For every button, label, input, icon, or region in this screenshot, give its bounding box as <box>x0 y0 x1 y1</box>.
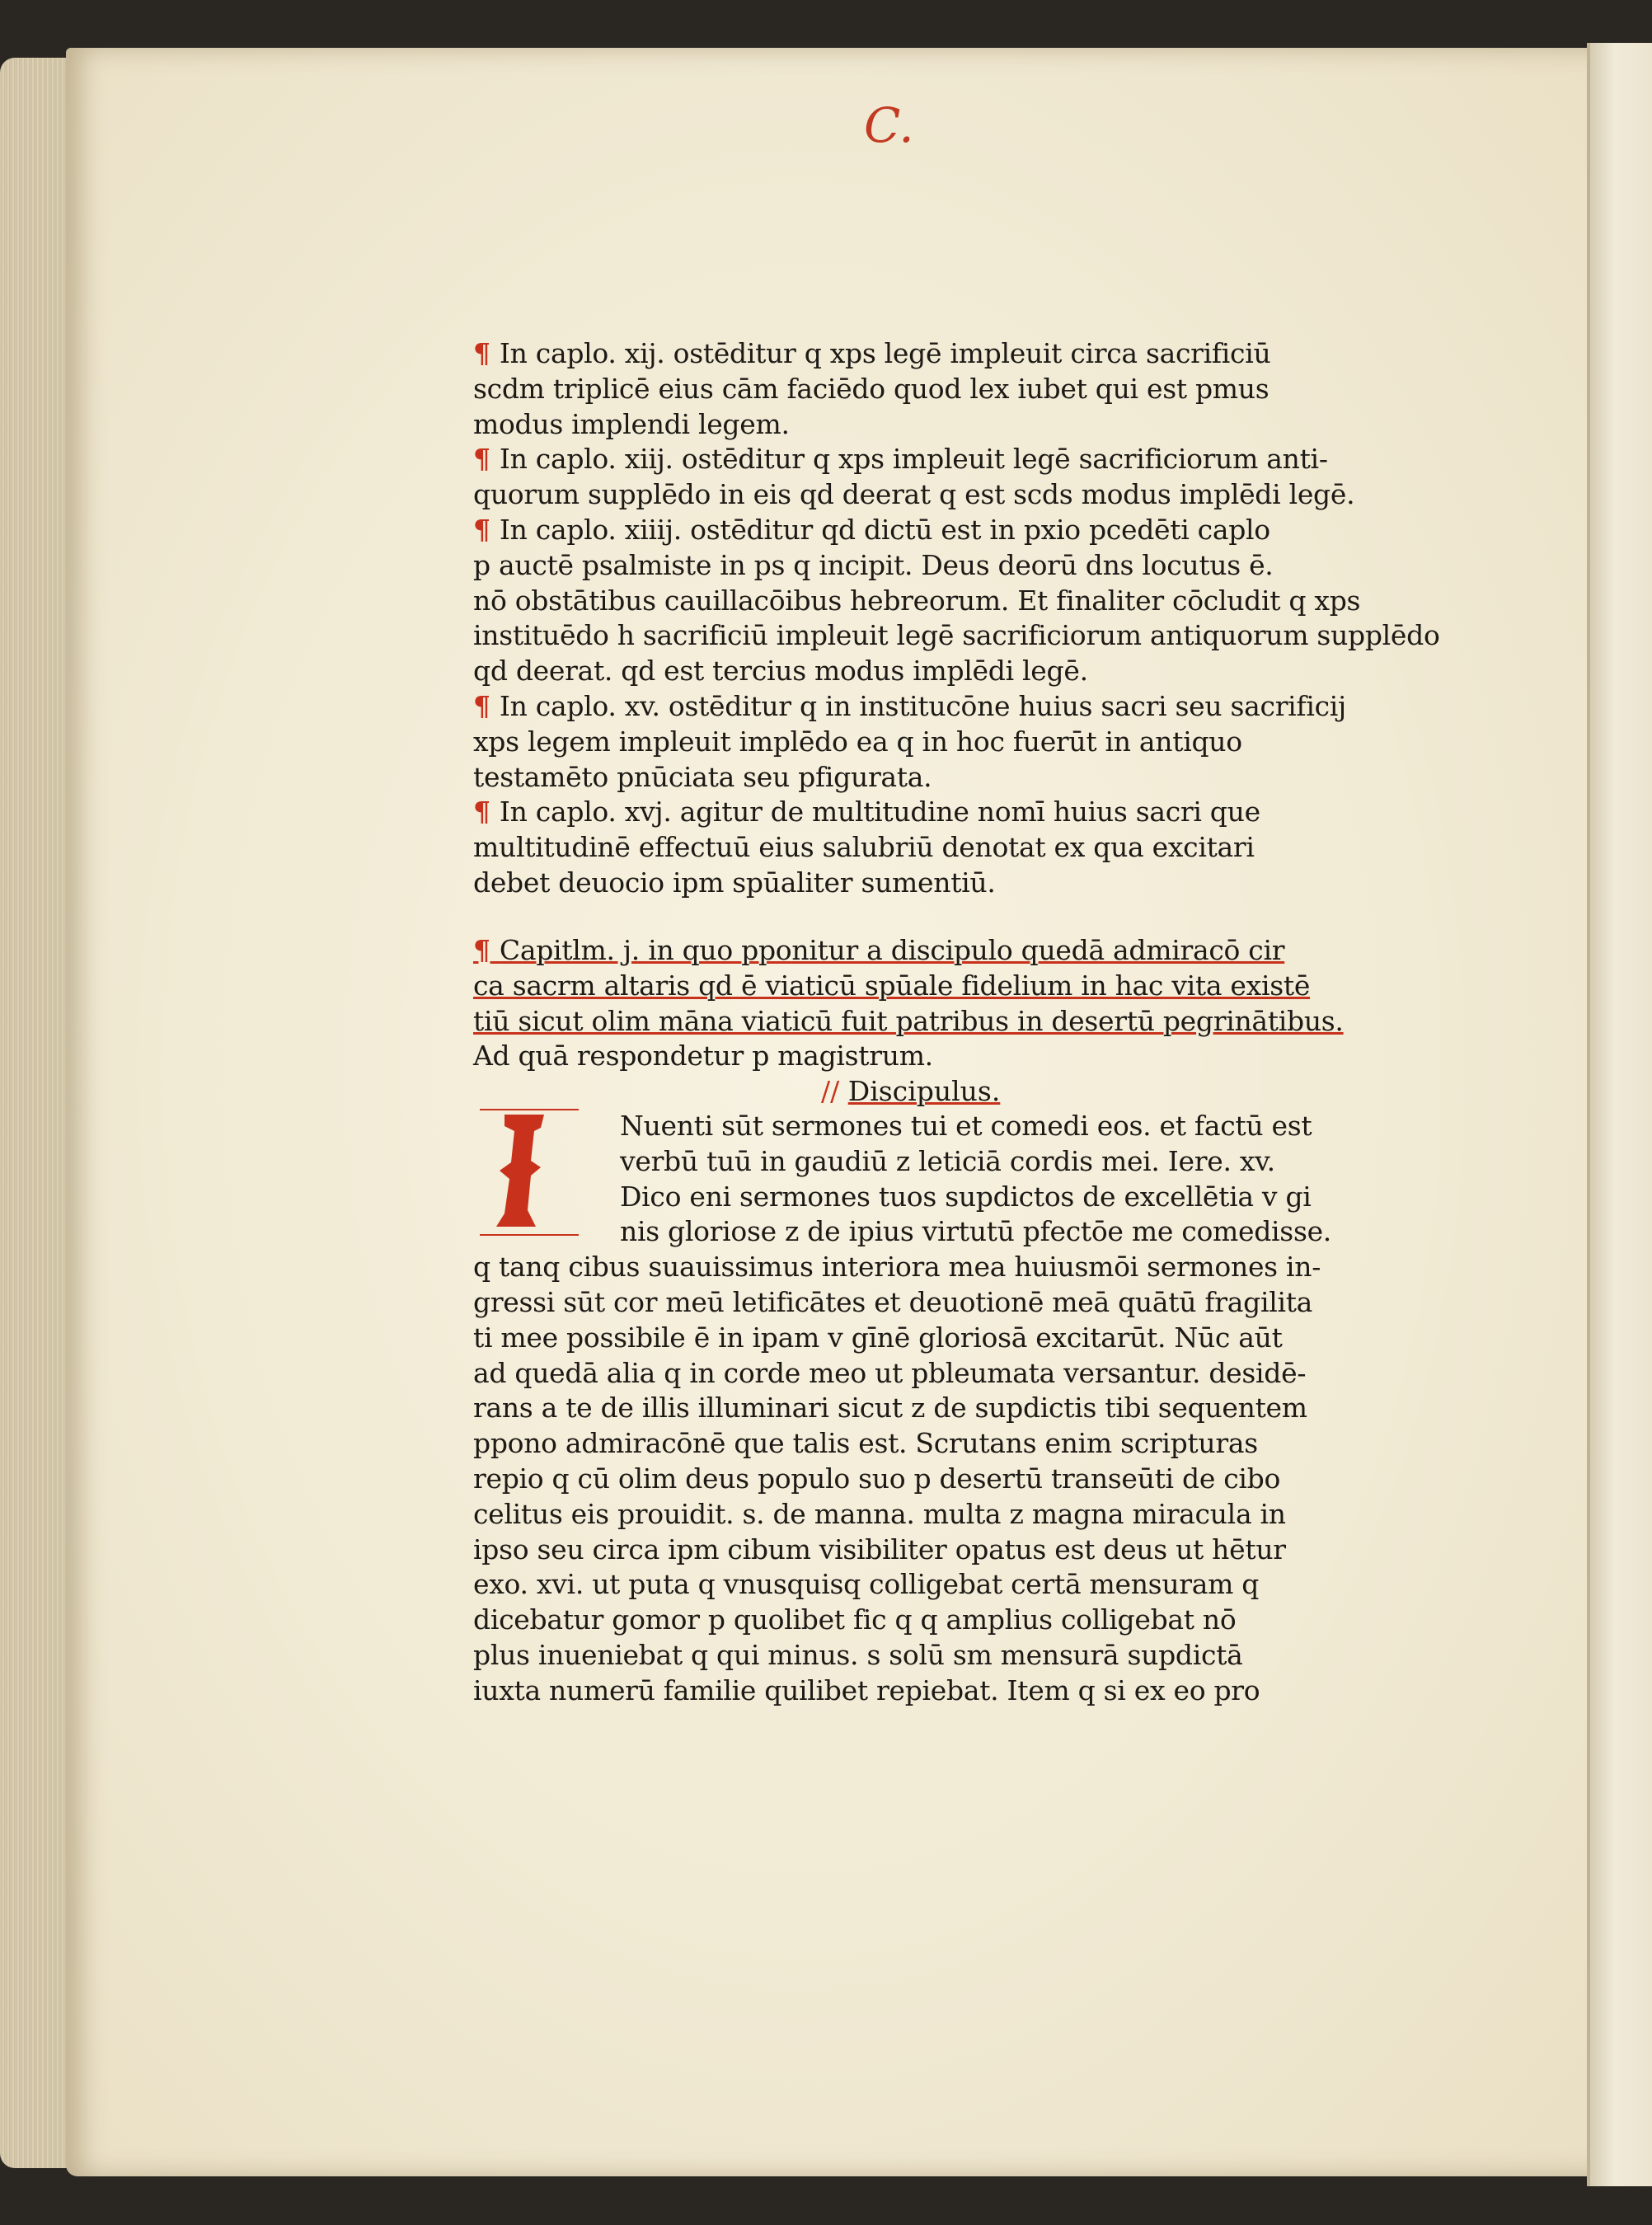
chapter-summaries <box>473 336 1440 901</box>
chapter-heading-line: Ad quā respondetur p magistrum. <box>473 1040 933 1073</box>
body-line: iuxta numerū familie quilibet repiebat. Item q si ex eo pro <box>473 1673 1260 1706</box>
summary-line: ¶ In caplo. xiiij. ostēditur qd dictū est in pxio pcedēti caplo <box>473 513 1270 546</box>
body-line: exo. xvi. ut puta q vnusquisq colligebat certā mensuram q <box>473 1568 1260 1601</box>
body-line: ppono admiracōnē que talis est. Scrutans enim scripturas <box>473 1427 1258 1460</box>
facing-page-edge <box>1587 43 1652 2186</box>
body-text <box>473 1109 1331 1709</box>
body-line: rans a te de illis illuminari sicut z de supdictis tibi sequentem <box>473 1392 1307 1425</box>
folio-mark: C. <box>864 97 914 153</box>
chapter-heading-line: ¶ Capitlm. j. in quo pponitur a discipulo quedā admiracō cir <box>473 934 1285 966</box>
summary-line: debet deuocio ipm spūaliter sumentiū. <box>473 866 996 899</box>
paragraph-mark-icon: ¶ <box>473 796 500 829</box>
summary-line: multitudinē effectuū eius salubriū denotat ex qua excitari <box>473 831 1255 864</box>
summary-line: ¶ In caplo. xiij. ostēditur q xps impleuit legē sacrificiorum anti- <box>473 443 1328 476</box>
summary-line: testamēto pnūciata seu pfigurata. <box>473 760 932 793</box>
body-line: ti mee possibile ē in ipam v gīnē gloriosā excitarūt. Nūc aūt <box>473 1321 1283 1354</box>
paragraph-mark-icon: ¶ <box>473 934 500 966</box>
speaker-label: // Discipulus. <box>821 1075 1001 1107</box>
paragraph-mark-icon: ¶ <box>473 443 500 476</box>
body-line: q tanq cibus suauissimus interiora mea huiusmōi sermones in- <box>473 1251 1321 1284</box>
summary-line: xps legem impleuit implēdo ea q in hoc fuerūt in antiquo <box>473 725 1242 758</box>
summary-line: ¶ In caplo. xij. ostēditur q xps legē impleuit circa sacrificiū <box>473 337 1271 369</box>
paragraph-mark-icon: ¶ <box>473 337 500 369</box>
body-line: ipso seu circa ipm cibum visibiliter opatus est deus ut hētur <box>473 1533 1286 1565</box>
paragraph-mark-icon: ¶ <box>473 689 500 722</box>
body-line: nis gloriose z de ipius virtutū pfectōe me comedisse. <box>620 1215 1331 1248</box>
body-line: verbū tuū in gaudiū z leticiā cordis mei. Iere. xv. <box>620 1144 1275 1177</box>
body-line: celitus eis prouidit. s. de manna. multa z magna miracula in <box>473 1497 1286 1530</box>
summary-line: ¶ In caplo. xv. ostēditur q in institucōne huius sacri seu sacrificij <box>473 689 1346 722</box>
body-line: Nuenti sūt sermones tui et comedi eos. et factū est <box>620 1110 1312 1142</box>
summary-line: quorum supplēdo in eis qd deerat q est scds modus implēdi legē. <box>473 478 1355 511</box>
summary-line: qd deerat. qd est tercius modus implēdi legē. <box>473 655 1088 688</box>
summary-line: ¶ In caplo. xvj. agitur de multitudine nomī huius sacri que <box>473 796 1260 829</box>
summary-line: p auctē psalmiste in ps q incipit. Deus deorū dns locutus ē. <box>473 548 1274 581</box>
paragraph-mark-icon: ¶ <box>473 513 500 546</box>
speaker-mark-icon: // <box>821 1075 848 1107</box>
body-line: dicebatur gomor p quolibet fic q q amplius colligebat nō <box>473 1603 1237 1636</box>
chapter-heading-line: tiū sicut olim māna viaticū fuit patribus in desertū pegrinātibus. <box>473 1004 1344 1037</box>
body-line: ad quedā alia q in corde meo ut pbleumata versantur. desidē- <box>473 1356 1307 1389</box>
summary-line: instituēdo h sacrificiū impleuit legē sacrificiorum antiquorum supplēdo <box>473 619 1440 652</box>
body-line: plus inueniebat q qui minus. s solū sm mensurā supdictā <box>473 1638 1243 1671</box>
body-line: gressi sūt cor meū letificātes et deuotionē meā quātū fragilita <box>473 1285 1313 1318</box>
summary-line: nō obstātibus cauillacōibus hebreorum. Et finaliter cōcludit q xps <box>473 584 1361 617</box>
body-line: repio q cū olim deus populo suo p desertū transeūti de cibo <box>473 1462 1281 1495</box>
summary-line: scdm triplicē eius cām faciēdo quod lex iubet qui est pmus <box>473 372 1270 405</box>
body-line: Dico eni sermones tuos supdictos de excellētia v gi <box>620 1180 1312 1213</box>
chapter-heading-line: ca sacrm altaris qd ē viaticū spūale fidelium in hac vita existē <box>473 969 1311 1002</box>
summary-line: modus implendi legem. <box>473 407 790 440</box>
chapter-heading <box>473 933 1344 1074</box>
